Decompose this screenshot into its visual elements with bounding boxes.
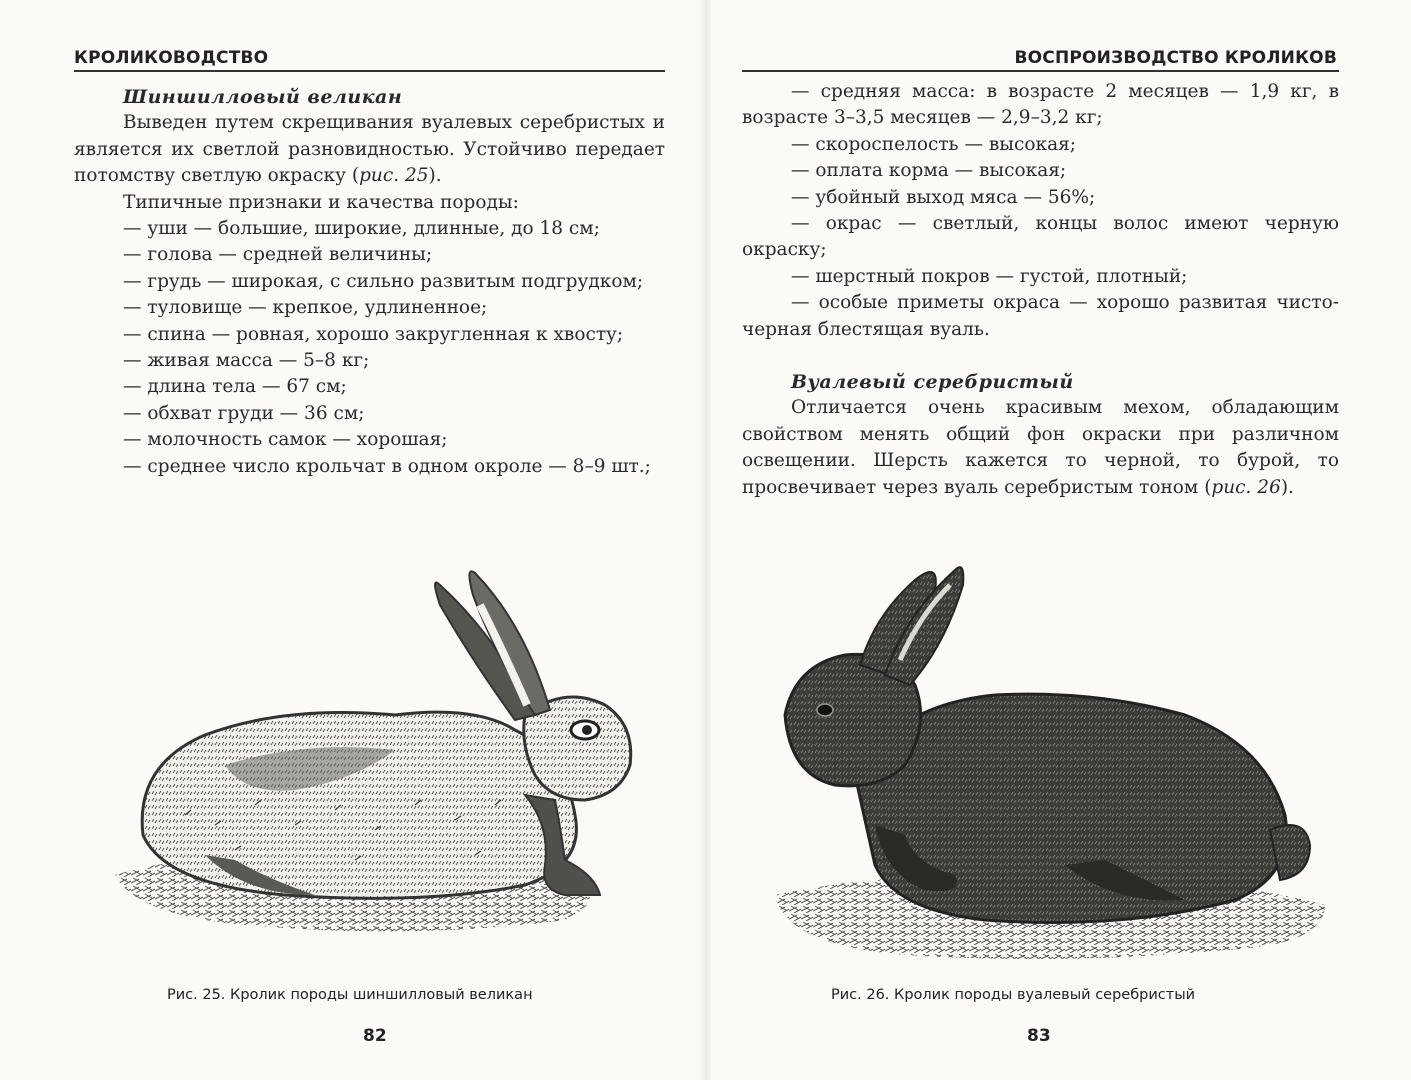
figure-caption: Рис. 25. Кролик породы шиншилловый великан xyxy=(167,987,533,1003)
trait-line: — молочность самок — хорошая; xyxy=(123,429,448,451)
running-head: КРОЛИКОВОДСТВО xyxy=(74,48,269,68)
section-heading: Шиншилловый великан xyxy=(123,86,403,108)
trait-line: — средняя масса: в возрасте 2 месяцев — 1,9 кг, в возрасте 3–3,5 месяцев — 2,9–3,2 кг; xyxy=(742,81,1339,129)
chinchilla-rabbit-illustration xyxy=(95,565,655,985)
trait-line: — среднее число крольчат в одном окроле — 8–9 шт.; xyxy=(123,455,651,477)
intro-paragraph: Отличается очень красивым мехом, обладающим свойством менять общий фон окраски при различном освещении. Шерсть кажется то черной, то бурой, то просвечивает через вуаль серебристым тоном (рис. 26). xyxy=(742,397,1339,498)
body-text xyxy=(742,79,1339,501)
intro-paragraph: Выведен путем скрещивания вуалевых серебристых и является их светлой разновидностью. Устойчиво передает потомству светлую окраску (рис. 25). xyxy=(74,112,665,187)
header-rule xyxy=(742,70,1339,72)
section-heading: Вуалевый серебристый xyxy=(791,371,1074,394)
figure-caption: Рис. 26. Кролик породы вуалевый серебристый xyxy=(831,987,1196,1003)
trait-line: — скороспелость — высокая; xyxy=(791,133,1077,155)
trait-line: — спина — ровная, хорошо закругленная к хвосту; xyxy=(123,323,624,345)
figure-reference: рис. 26 xyxy=(1211,476,1281,498)
page-number: 83 xyxy=(1027,1026,1051,1046)
figure-reference: рис. 25 xyxy=(359,165,429,187)
trait-line: — туловище — крепкое, удлиненное; xyxy=(123,297,488,319)
header-rule xyxy=(74,70,665,72)
trait-line: — окрас — светлый, концы волос имеют черную окраску; xyxy=(742,213,1339,261)
trait-line: — длина тела — 67 см; xyxy=(123,376,347,398)
silver-veil-rabbit-illustration xyxy=(765,545,1345,985)
trait-line: — грудь — широкая, с сильно развитым подгрудком; xyxy=(123,270,644,292)
left-page xyxy=(0,0,705,1080)
trait-line: — шерстный покров — густой, плотный; xyxy=(791,265,1188,287)
right-page xyxy=(705,0,1411,1080)
trait-line: — живая масса — 5–8 кг; xyxy=(123,350,370,372)
body-text xyxy=(74,84,665,480)
trait-line: — уши — большие, широкие, длинные, до 18 см; xyxy=(123,218,600,240)
trait-line: — обхват груди — 36 см; xyxy=(123,402,365,424)
traits-intro: Типичные признаки и качества породы: xyxy=(123,191,519,213)
trait-line: — убойный выход мяса — 56%; xyxy=(791,186,1096,208)
running-head: ВОСПРОИЗВОДСТВО КРОЛИКОВ xyxy=(1014,48,1337,68)
trait-line: — оплата корма — высокая; xyxy=(791,160,1067,182)
trait-line: — особые приметы окраса — хорошо развитая чисто-черная блестящая вуаль. xyxy=(742,292,1339,340)
page-number: 82 xyxy=(363,1026,387,1046)
trait-line: — голова — средней величины; xyxy=(123,244,433,266)
